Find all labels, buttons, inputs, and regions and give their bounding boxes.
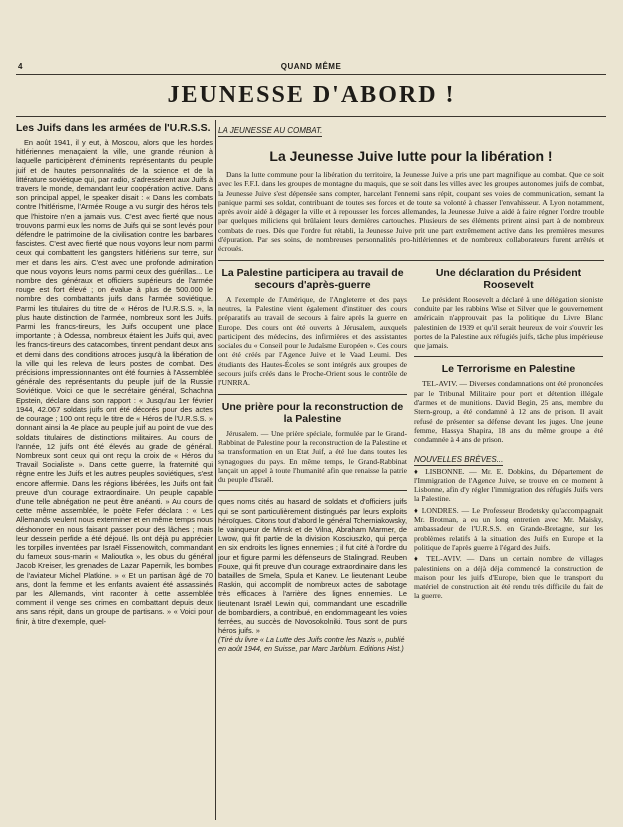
bullet-icon: ♦ <box>414 466 426 476</box>
page-header <box>16 62 606 75</box>
priere-article-title: Une prière pour la reconstruction de la Palestine <box>221 400 404 425</box>
sub-columns <box>218 267 604 654</box>
roosevelt-article-title: Une déclaration du Président Roosevelt <box>435 266 582 291</box>
page-headline: JEUNESSE D'ABORD ! <box>167 82 456 108</box>
breve-text: LONDRES. — Le Professeur Brodetsky qu'accompagnait Mr. Brotman, a eu un long entretien avec Mr. Maisky, ambassadeur de l'U.R.S.S. en Grande-Bretagne, sur les problèmes relatifs à la situation des Juifs en Europe et la politique de l'après guerre à l'égard des Juifs. <box>414 505 603 552</box>
left-article-continued-text: ques noms cités au hasard de soldats et d'officiers juifs qui se sont particulièrement distingués par leurs exploits héroïques. Citons tout d'abord le général Tcherniakowsky, le vainqueur de Minsk et de Vilna, Abraham Marmer, de Lwow, qui fit partie de la division Kosciuszko, qui perça en six endroits les lignes ennemies ; il fut cité à l'ordre du jour et figure parmi les défenseurs de Stalingrad. Reuben Fouxe, qui fit preuve d'un courage extraordinaire dans les batailles de Smela, Spula et Kanev. Le lieutenant Leube Raskin, qui accomplit de nombreux actes de sabotage très efficaces à l'arrière des lignes ennemies. Le lieutenant Israël Lewin qui, commandant une escadrille de bombardiers, a contribué, en endommageant les voies ferrées, au succès de Novosokolniki. Tous sont de purs héros juifs. » <box>218 497 407 636</box>
breve-text: LISBONNE. — Mr. E. Dobkins, du Département de l'Immigration de l'Agence Juive, se trouve en ce moment à Lisbonne, afin d'y régler l'immigration des réfugiés Juifs vers la Palestine. <box>414 466 603 504</box>
main-article-title: La Jeunesse Juive lutte pour la libération ! <box>269 148 553 164</box>
palestine-article-title: La Palestine participera au travail de secours d'après-guerre <box>221 266 404 291</box>
roosevelt-article-text: Le président Roosevelt a déclaré à une délégation sioniste conduite par les rabbins Wise et Silver que le gouvernement américain n'approuvait pas la politique du Livre Blanc palestinien de 1939 et qu'il serait heureux de voir s'ouvrir les portes de la Palestine aux réfugiés juifs, tâche plus impérieuse que jamais. <box>414 294 603 351</box>
page-number: 4 <box>18 62 23 71</box>
article-source: (Tiré du livre « La Lutte des Juifs contre les Nazis », publié en août 1944, en Suisse, par Marc Jarblum. Editions Hist.) <box>218 635 405 654</box>
sub-column-right <box>414 267 603 654</box>
breves-rubric: NOUVELLES BRÈVES... <box>414 454 504 464</box>
article-rule <box>218 394 407 395</box>
main-article-text: Dans la lutte commune pour la libération du territoire, la Jeunesse Juive a pris une part magnifique au combat. Que ce soit avec les F.F.I. dans les groupes de montagne du maquis, que se soit dans les villes avec les groupes autonomes juifs de combat, la Jeunesse Juive s'est dépensée sans compter, harcelant l'ennemi sans répit, coupant ses voies de communication, semant la panique parmi ses soldat, contribuant de toutes ses forces et de toute sa volonté à chasser l'envahisseur. A Lyon notamment, après avoir aidé à dégager la ville et à repousser les forces allemandes, la Jeunesse Juive a aidé à faire régner l'ordre trouble par quelques miliciens qui brûlaient leurs dernières cartouches. Plusieurs de ses éléments prirent ainsi part à de nombreux combats de rues. Dès que l'ordre fut rétabli, la Jeunesse Juive prit une part extrêmement active dans les premières mesures d'épuration. Par ses soins, de nombreuses personnalités pro-hitlériennes et de nombreux collaborateurs furent arrêtés et écroués. <box>218 170 604 254</box>
priere-article-text: Jérusalem. — Une prière spéciale, formulée par le Grand-Rabbinat de Palestine pour la reconstruction de la Palestine et sa transformation en un Etat Juif, a été lue dans toutes les synagogues du pays. En même temps, le Grand-Rabbinat lançait un appel à toute l'humanité afin que renaisse la patrie du peuple d'Israël. <box>218 428 407 485</box>
sub-column-left <box>218 267 407 654</box>
bullet-icon: ♦ <box>414 554 427 564</box>
left-column <box>16 122 213 626</box>
section-rubric: LA JEUNESSE AU COMBAT. <box>218 126 323 135</box>
column-divider <box>215 120 216 820</box>
headline-rule <box>16 116 606 117</box>
breve-item <box>414 506 603 552</box>
breves-section <box>414 449 603 601</box>
newspaper-name: QUAND MÊME <box>280 62 342 71</box>
terror-article-title: Le Terrorisme en Palestine <box>441 363 576 376</box>
section-rule <box>218 260 604 261</box>
bullet-icon: ♦ <box>414 505 422 515</box>
article-rule <box>414 356 603 357</box>
left-article-text: En août 1941, il y eut, à Moscou, alors que les hordes hitlériennes menaçaient la ville, une grande réunion à laquelle participèrent d'éminents représentants du peuple juif et de hautes personnalités de la science et de la littérature soviétique qui, par radio, s'adressèrent aux Juifs à travers le monde, demandant leur coopération active. Dans son principal appel, le speaker disait : « Dans les combats contre l'hitlérisme, l'Armée Rouge a vu surgir des héros tels que l'histoire n'en a jamais vus. C'est avec fierté que nous trouvons parmi eux les noms de Juifs qui se sont levés pour défendre le patrimoine de la civilisation contre les barbares fascistes. C'est avec fierté que nous voyons leur nom parmi ceux qui combattent les gangsters hitlériens sur terre, sur mer et dans les airs. C'est avec une profonde admiration que nous voyons leurs noms parmi ceux des guérillas... Le nombre des généraux et officiers supérieurs de l'armée rouge est fort élevé ; on évalue à plus de 500.000 le nombre des combattants juifs dans l'armée soviétique. Parmi les titulaires du titre de « Héros de l'U.R.S.S. », la plus haute distinction de l'armée, nombreux sont les Juifs. Parmi les francs-tireurs, les Juifs occupent une place importante ; à Odessa, nombreux étaient les Juifs qui, avec les francs-tireurs des catacombes, tinrent pendant deux ans et demi dans des conditions atroces jusqu'à la libération de la ville qui les releva de leurs postes de combat. Des précisions impressionnantes ont été fournies à l'Assemblée générale des représentants du peuple juif de la Russie Soviétique. Voici ce que le secrétaire général, Schachna Epstein, déclare dans son rapport : « Jusqu'au 1er février 1944, 42.067 soldats juifs ont été décorés pour des actes de courage ; 100 ont reçu le titre de « Héros de l'U.R.S.S. » donnant ainsi la 4e place au peuple juif au point de vue des soldats titulaires de distinctions militaires. Au cours de l'année, 12 juifs ont été élevés au grade de général. Nombreux sont ceux qui ont reçu la croix de « Héros du Travail Socialiste ». Dans cette guerre, la fraternité qui règne entre les Juifs et les autres peuples soviétiques, s'est encore affermie. Dans les régions libérées, les Juifs ont fait preuve d'un courage extraordinaire. Un peuple capable d'une telle abnégation ne peut être anéanti. » Au cours de cette même assemblée, le poète Fefer déclara : « Les Allemands veulent nous exterminer et en même temps nous déshonorer en nous faisant passer pour des lâches ; mais leur dessein perfide a été déjoué. Ils ont déjà pu apprécier les torpilles inventées par Israël Fissenowitch, commandant du fameux sous-marin « Malioutka », les obus du général Jacob Kreiser, les grenades de Lazar Papernik, les bombes de l'aviateur Michel Platkine. » « Et un partisan âgé de 70 ans, dont la femme et les enfants avaient été assassinés par les Allemands, vint raconter à cette assemblée comment il venge ses crimes en combattant depuis deux ans sans répit, dans un groupe de partisans. » « Voici pour finir, à titre d'exemple, quel- <box>16 138 213 626</box>
terror-article-text: TEL-AVIV. — Diverses condamnations ont été prononcées par le Tribunal Militaire pour port et détention illégale d'armes et de munitions. David Begin, 25 ans, membre du Stern-group, a été condamné à 12 ans de prison. Il avait refusé de présenter sa défense devant les juges. Une jeune femme, Hassya Shapira, 18 ans du même groupe a été condamnée à 4 ans de prison. <box>414 379 603 445</box>
right-column <box>218 120 604 653</box>
left-article-title: Les Juifs dans les armées de l'U.R.S.S. <box>16 122 211 134</box>
palestine-article-text: A l'exemple de l'Amérique, de l'Angleterre et des pays neutres, la Palestine vient également d'instituer des cours préparatifs au travail de secours à faire après la guerre en Europe. Des cours ont été ouverts à Jérusalem, auxquels participent des médecins, des infirmières et des assistantes sociales du « Conseil pour le Judaïsme Européen ». Ces cours ont été créés par l'Agence Juive et le Vaad Leumi. Des étudiants des Hautes-Écoles se sont intégrés aux groupes de secours juifs créés dans le Proche-Orient sous le contrôle de l'UNRRA. <box>218 294 407 388</box>
article-rule <box>218 490 407 491</box>
breve-text: TEL-AVIV. — Dans un certain nombre de villages palestiniens on a déjà déja commencé la construction de maison pour les juifs d'Europe, bien que le transport du matériel de construction ait été rendu très difficile du fait de la guerre. <box>414 554 603 601</box>
breve-item <box>414 467 603 504</box>
breve-item <box>414 554 603 600</box>
